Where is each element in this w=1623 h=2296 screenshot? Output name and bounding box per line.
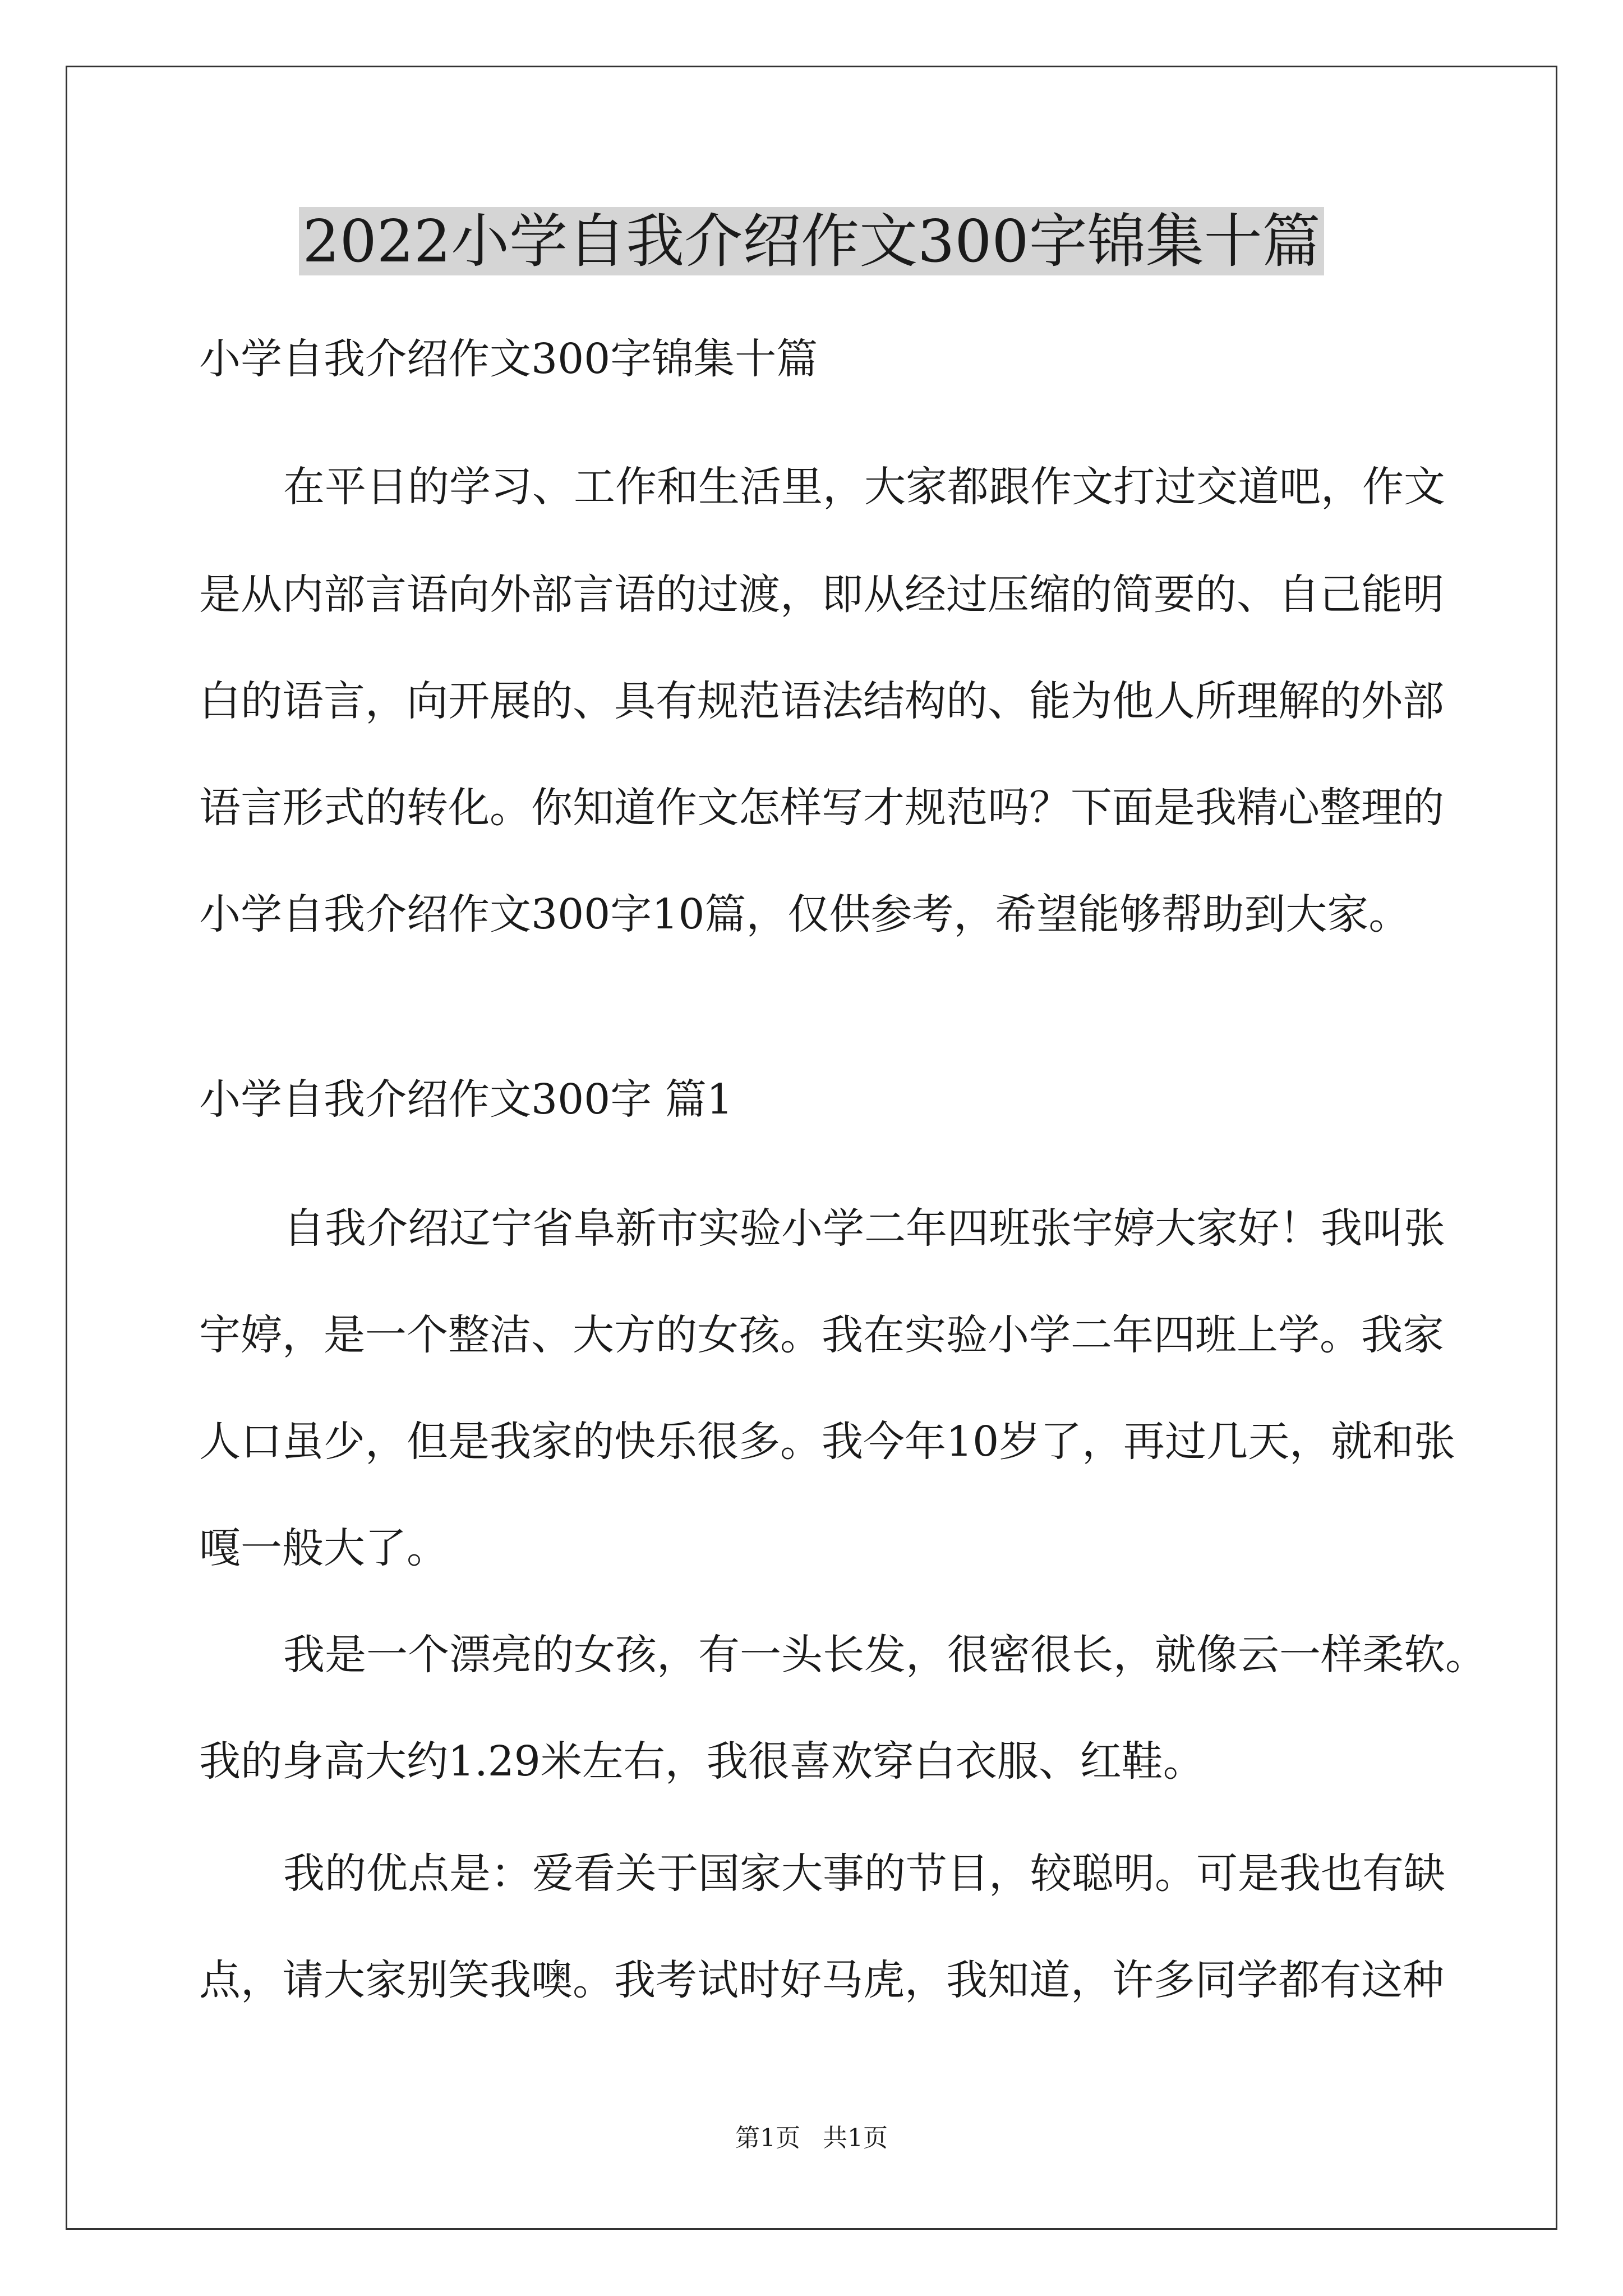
section-heading: 小学自我介绍作文300字 篇1: [199, 1075, 733, 1124]
body-line: 自我介绍辽宁省阜新市实验小学二年四班张宇婷大家好！我叫张: [283, 1204, 1445, 1253]
document-subtitle: 小学自我介绍作文300字锦集十篇: [199, 335, 818, 383]
intro-line: 白的语言，向开展的、具有规范语法结构的、能为他人所理解的外部: [199, 677, 1444, 725]
page-total: 共1页: [823, 2124, 888, 2152]
intro-line: 语言形式的转化。你知道作文怎样写才规范吗？下面是我精心整理的: [199, 784, 1444, 832]
body-line: 嘎一般大了。: [199, 1524, 448, 1572]
document-title: [0, 199, 1623, 283]
page-footer: [0, 2122, 1623, 2155]
body-line: 宇婷，是一个整洁、大方的女孩。我在实验小学二年四班上学。我家: [199, 1311, 1444, 1359]
page-number: 第1页: [735, 2124, 800, 2152]
body-line: 人口虽少，但是我家的快乐很多。我今年10岁了，再过几天，就和张: [199, 1418, 1456, 1466]
body-line: 点，请大家别笑我噢。我考试时好马虎，我知道，许多同学都有这种: [199, 1956, 1444, 2004]
intro-line: 小学自我介绍作文300字10篇，仅供参考，希望能够帮助到大家。: [199, 890, 1410, 938]
body-line: 我的身高大约1.29米左右，我很喜欢穿白衣服、红鞋。: [199, 1737, 1205, 1786]
body-line: 我是一个漂亮的女孩，有一头长发，很密很长，就像云一样柔软。: [283, 1631, 1487, 1679]
page-frame: [66, 66, 1557, 2230]
intro-line: 在平日的学习、工作和生活里，大家都跟作文打过交道吧，作文: [283, 463, 1445, 511]
document-title-text: 2022小学自我介绍作文300字锦集十篇: [299, 207, 1324, 275]
body-line: 我的优点是：爱看关于国家大事的节目，较聪明。可是我也有缺: [283, 1849, 1445, 1898]
intro-line: 是从内部言语向外部言语的过渡，即从经过压缩的简要的、自己能明: [199, 570, 1444, 619]
